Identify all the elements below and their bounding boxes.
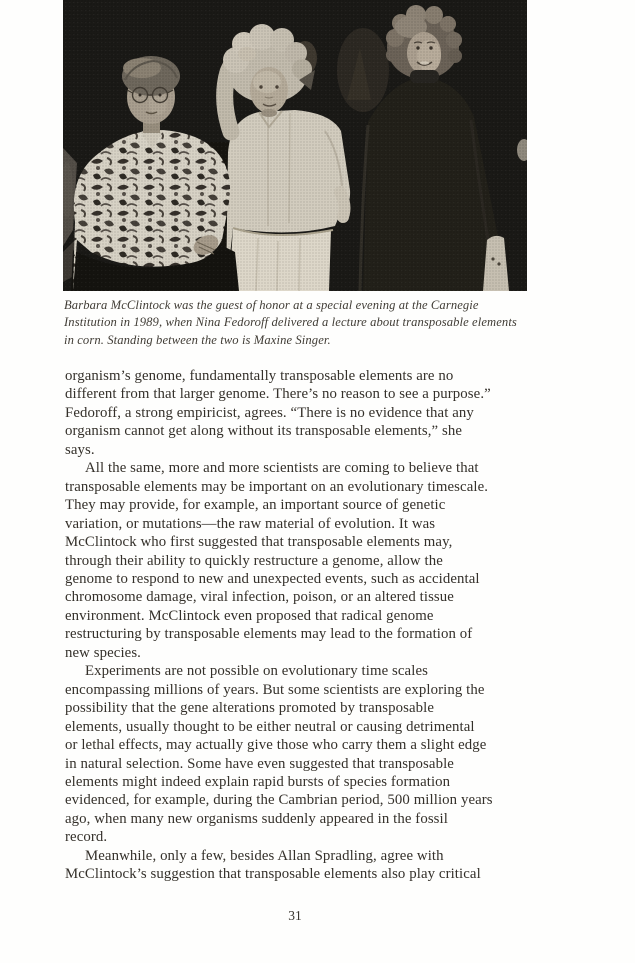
text-line: new species. <box>65 644 141 661</box>
text-line: ago, when many new organisms suddenly appeared in the fossil <box>65 810 448 827</box>
text-line: through their ability to quickly restructure a genome, allow the <box>65 552 443 569</box>
article-text <box>65 367 543 884</box>
text-line: in natural selection. Some have even suggested that transposable <box>65 755 454 772</box>
text-line: says. <box>65 441 95 458</box>
text-line: or lethal effects, may actually give those who carry them a slight edge <box>65 737 487 754</box>
text-line: transposable elements may be important on an evolutionary timescale. <box>65 478 489 495</box>
text-line: organism cannot get along without its transposable elements,” she <box>65 423 463 440</box>
text-line: encompassing millions of years. But some scientists are exploring the <box>65 681 485 698</box>
text-line: chromosome damage, viral infection, poison, or an altered tissue <box>65 589 454 606</box>
text-line: record. <box>65 829 108 846</box>
text-line: Fedoroff, a strong empiricist, agrees. “There is no evidence that any <box>65 404 474 421</box>
paragraph <box>65 847 543 884</box>
text-line: genome to respond to new and unexpected events, such as accidental <box>65 570 480 587</box>
photo-caption <box>64 297 544 349</box>
text-line: McClintock who first suggested that transposable elements may, <box>65 534 453 551</box>
paragraph <box>65 459 543 662</box>
text-line: different from that larger genome. There’s no reason to see a purpose.” <box>65 386 491 403</box>
text-line: elements, usually thought to be either neutral or causing detrimental <box>65 718 475 735</box>
page-number: 31 <box>288 908 302 923</box>
text-line: McClintock’s suggestion that transposable elements also play critical <box>65 866 481 883</box>
text-line: Meanwhile, only a few, besides Allan Spradling, agree with <box>85 847 444 864</box>
text-line: variation, or mutations—the raw material of evolution. It was <box>65 515 436 532</box>
text-line: Experiments are not possible on evolutionary time scales <box>85 663 428 680</box>
text-line: environment. McClintock even proposed that radical genome <box>65 607 434 624</box>
text-line: evidenced, for example, during the Cambrian period, 500 million years <box>65 792 493 809</box>
text-line: They may provide, for example, an important source of genetic <box>65 497 446 514</box>
caption-line: Barbara McClintock was the guest of honor at a special evening at the Carnegie <box>64 298 479 312</box>
caption-line: in corn. Standing between the two is Maxine Singer. <box>64 332 331 347</box>
text-line: All the same, more and more scientists are coming to believe that <box>85 460 479 477</box>
paragraph <box>65 367 543 459</box>
text-line: restructuring by transposable elements may lead to the formation of <box>65 626 473 643</box>
text-line: elements might indeed explain rapid bursts of species formation <box>65 773 451 790</box>
photo <box>63 0 527 291</box>
grain-overlay <box>63 0 527 291</box>
caption-line: Institution in 1989, when Nina Fedoroff delivered a lecture about transposable elements <box>64 315 517 330</box>
text-line: possibility that the gene alterations promoted by transposable <box>65 700 435 717</box>
text-line: organism’s genome, fundamentally transposable elements are no <box>65 368 454 384</box>
photo-illustration <box>63 0 527 291</box>
paragraph <box>65 662 543 847</box>
